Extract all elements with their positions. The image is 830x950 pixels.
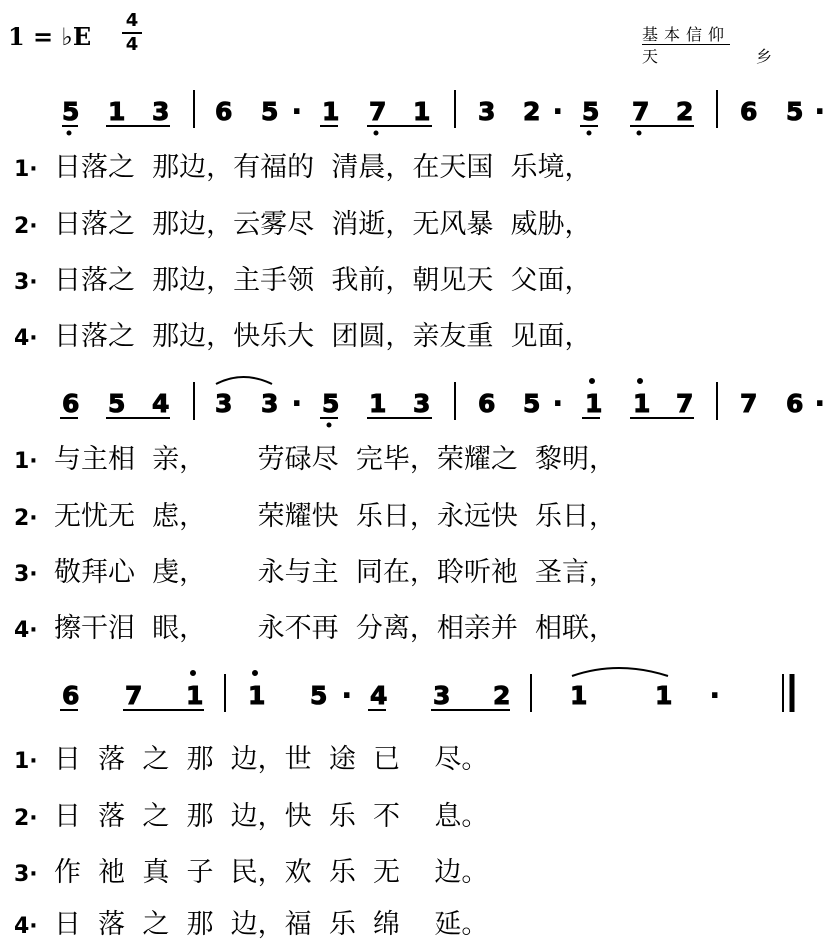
note: 7: [369, 97, 387, 126]
octave-dot: [587, 131, 591, 135]
tie: [572, 668, 668, 676]
note: 1: [369, 389, 387, 418]
octave-dot: [327, 423, 331, 427]
verse-number: 4·: [14, 326, 38, 351]
note: 1: [633, 389, 651, 418]
notation-line-1: [0, 80, 830, 140]
verse-number: 2·: [14, 806, 38, 831]
dot: ·: [815, 97, 825, 126]
lyric-text: 日 落 之 那 边，快 乐 不 息。: [54, 801, 489, 832]
note: 1: [413, 97, 431, 126]
note: 4: [152, 389, 170, 418]
note: 6: [62, 389, 80, 418]
note: 1: [248, 681, 266, 710]
meter-bottom: 4: [122, 32, 142, 56]
verse-number: 1·: [14, 157, 38, 182]
verse-line: [14, 905, 488, 945]
notation-line-3: [0, 664, 830, 724]
note: 3: [478, 97, 496, 126]
lyric-text: 日落之 那边，云雾尽 消逝，无风暴 威胁，: [54, 209, 592, 240]
time-signature: [122, 10, 142, 56]
dot: ·: [553, 97, 563, 126]
verse-number: 4·: [14, 618, 38, 643]
notation-line-2: [0, 372, 830, 432]
note: 2: [523, 97, 541, 126]
verse-line: [14, 553, 616, 593]
note: 7: [632, 97, 650, 126]
dot: ·: [342, 681, 352, 710]
high-octave-dot: [191, 671, 196, 676]
verse-line: [14, 609, 616, 649]
high-octave-dot: [590, 379, 595, 384]
key-signature: 1 = ♭E: [8, 22, 92, 51]
note: 5: [786, 97, 804, 126]
note: 5: [523, 389, 541, 418]
note: 6: [478, 389, 496, 418]
note: 1: [585, 389, 603, 418]
composer-right: 乡: [755, 47, 778, 66]
verse-line: [14, 797, 488, 837]
note: 1: [322, 97, 340, 126]
note: 1: [570, 681, 588, 710]
lyric-text: 敬拜心 虔， 永与主 同在，聆听祂 圣言，: [54, 557, 616, 588]
note: 4: [370, 681, 388, 710]
verse-line: [14, 148, 592, 188]
octave-dot: [637, 131, 641, 135]
lyric-text: 日落之 那边，有福的 清晨，在天国 乐境，: [54, 152, 592, 183]
octave-dot: [67, 131, 71, 135]
dot: ·: [710, 681, 720, 710]
tie: [216, 377, 272, 384]
note: 5: [310, 681, 328, 710]
lyric-text: 作 祂 真 子 民，欢 乐 无 边。: [54, 857, 489, 888]
lyric-text: 日 落 之 那 边，世 途 已 尽。: [54, 744, 489, 775]
note: 7: [740, 389, 758, 418]
note: 2: [493, 681, 511, 710]
credits: [642, 24, 778, 68]
verse-line: [14, 440, 616, 480]
verse-number: 1·: [14, 449, 38, 474]
verse-line: [14, 317, 592, 357]
lyric-text: 无忧无 虑， 荣耀快 乐日，永远快 乐日，: [54, 501, 616, 532]
lyric-text: 日落之 那边，快乐大 团圆，亲友重 见面，: [54, 321, 592, 352]
note: 1: [186, 681, 204, 710]
note: 6: [215, 97, 233, 126]
verse-line: [14, 853, 488, 893]
meter-top: 4: [125, 10, 139, 31]
note: 5: [261, 97, 279, 126]
high-octave-dot: [638, 379, 643, 384]
note: 2: [676, 97, 694, 126]
lyricist: 基本信仰: [642, 25, 731, 44]
composer: [642, 46, 778, 68]
note: 5: [108, 389, 126, 418]
octave-dot: [374, 131, 378, 135]
lyric-text: 日 落 之 那 边，福 乐 绵 延。: [54, 909, 489, 940]
dot: ·: [815, 389, 825, 418]
note: 3: [152, 97, 170, 126]
note: 7: [676, 389, 694, 418]
verse-number: 3·: [14, 270, 38, 295]
note: 3: [433, 681, 451, 710]
note: 3: [215, 389, 233, 418]
verse-line: [14, 205, 592, 245]
composer-left: 天: [642, 47, 665, 66]
verse-number: 4·: [14, 914, 38, 939]
note: 6: [740, 97, 758, 126]
note: 5: [582, 97, 600, 126]
note: 5: [62, 97, 80, 126]
dot: ·: [292, 97, 302, 126]
note: 1: [655, 681, 673, 710]
lyric-text: 擦干泪 眼， 永不再 分离，相亲并 相联，: [54, 613, 616, 644]
lyric-text: 与主相 亲， 劳碌尽 完毕，荣耀之 黎明，: [54, 444, 616, 475]
note: 3: [261, 389, 279, 418]
note: 6: [786, 389, 804, 418]
dot: ·: [553, 389, 563, 418]
note: 5: [322, 389, 340, 418]
verse-number: 2·: [14, 506, 38, 531]
verse-number: 1·: [14, 749, 38, 774]
note: 6: [62, 681, 80, 710]
lyric-text: 日落之 那边，主手领 我前，朝见天 父面，: [54, 265, 592, 296]
verse-number: 2·: [14, 214, 38, 239]
verse-line: [14, 497, 616, 537]
verse-number: 3·: [14, 862, 38, 887]
dot: ·: [292, 389, 302, 418]
verse-number: 3·: [14, 562, 38, 587]
note: 1: [108, 97, 126, 126]
note: 7: [125, 681, 143, 710]
high-octave-dot: [253, 671, 258, 676]
verse-line: [14, 740, 488, 780]
verse-line: [14, 261, 592, 301]
note: 3: [413, 389, 431, 418]
